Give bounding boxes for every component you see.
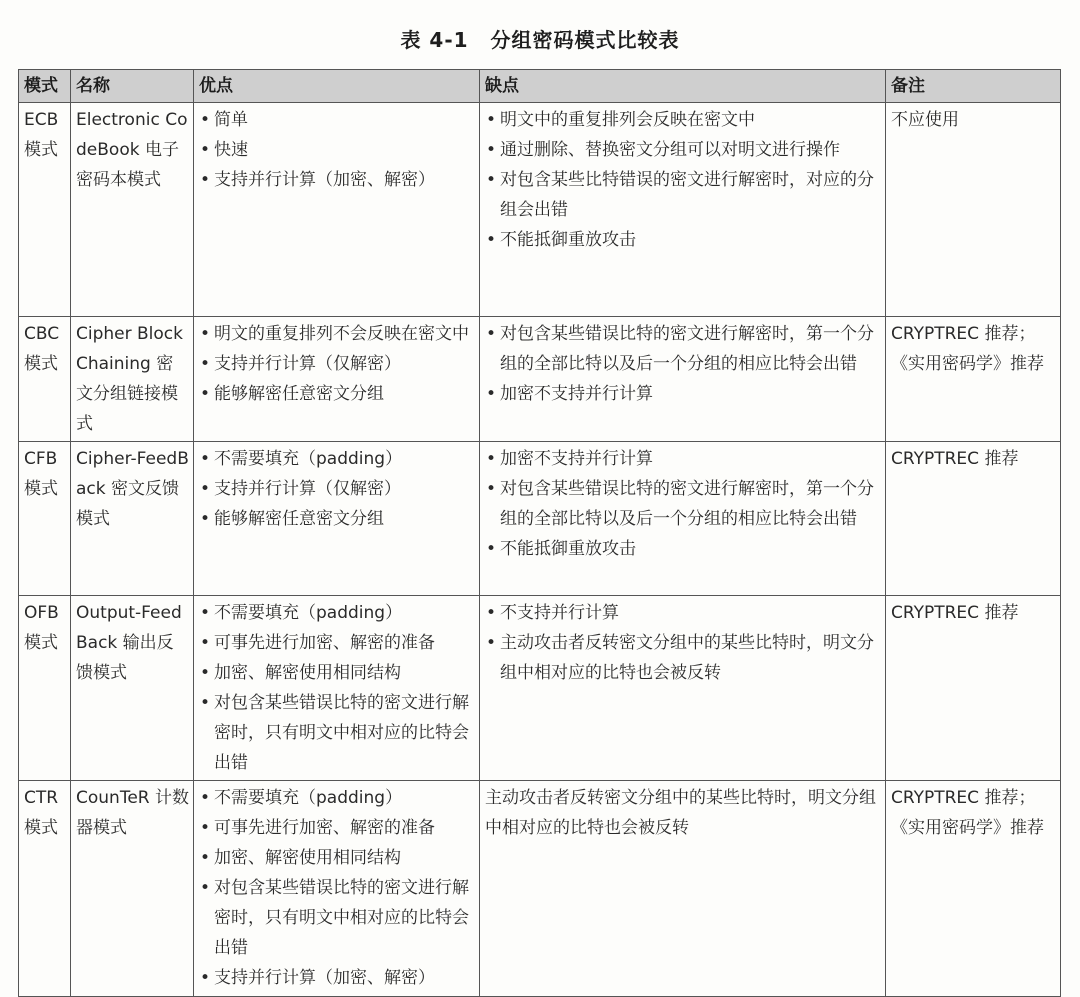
table-title: 分组密码模式比较表 (490, 28, 680, 52)
list-item: • 对包含某些错误比特的密文进行解密时，第一个分组的全部比特以及后一个分组的相应比特会出错 (485, 474, 881, 534)
pros-list (199, 444, 475, 534)
table-row (19, 317, 1061, 442)
comparison-table (18, 69, 1061, 997)
mode-cell: OFB 模式 (19, 596, 71, 781)
list-item: • 明文的重复排列不会反映在密文中 (199, 319, 475, 349)
list-item: • 支持并行计算（加密、解密） (199, 963, 475, 993)
list-item: • 可事先进行加密、解密的准备 (199, 628, 475, 658)
header-name: 名称 (71, 70, 194, 103)
list-item: • 对包含某些比特错误的密文进行解密时，对应的分组会出错 (485, 165, 881, 225)
list-item: • 加密、解密使用相同结构 (199, 658, 475, 688)
table-row (19, 103, 1061, 317)
list-item: • 不能抵御重放攻击 (485, 225, 881, 255)
header-pros: 优点 (194, 70, 480, 103)
header-cons: 缺点 (480, 70, 886, 103)
list-item: • 支持并行计算（仅解密） (199, 349, 475, 379)
table-row (19, 442, 1061, 596)
mode-cell: ECB 模式 (19, 103, 71, 317)
list-item: • 支持并行计算（加密、解密） (199, 165, 475, 195)
list-item: • 快速 (199, 135, 475, 165)
pros-cell (194, 317, 480, 442)
list-item: • 能够解密任意密文分组 (199, 379, 475, 409)
list-item: • 简单 (199, 105, 475, 135)
mode-cell: CBC 模式 (19, 317, 71, 442)
list-item: • 可事先进行加密、解密的准备 (199, 813, 475, 843)
list-item: • 不需要填充（padding） (199, 598, 475, 628)
pros-cell (194, 103, 480, 317)
notes-cell: CRYPTREC 推荐；《实用密码学》推荐 (886, 781, 1061, 997)
list-item: • 加密不支持并行计算 (485, 379, 881, 409)
cons-cell (480, 442, 886, 596)
list-item: • 对包含某些错误比特的密文进行解密时，第一个分组的全部比特以及后一个分组的相应比特会出错 (485, 319, 881, 379)
list-item: • 通过删除、替换密文分组可以对明文进行操作 (485, 135, 881, 165)
list-item: • 能够解密任意密文分组 (199, 504, 475, 534)
list-item: • 明文中的重复排列会反映在密文中 (485, 105, 881, 135)
list-item: • 加密不支持并行计算 (485, 444, 881, 474)
cons-cell (480, 317, 886, 442)
table-row (19, 596, 1061, 781)
name-cell: Cipher-FeedBack 密文反馈模式 (71, 442, 194, 596)
cons-list (485, 598, 881, 688)
list-item: • 对包含某些错误比特的密文进行解密时，只有明文中相对应的比特会出错 (199, 873, 475, 963)
pros-cell (194, 442, 480, 596)
list-item: • 对包含某些错误比特的密文进行解密时，只有明文中相对应的比特会出错 (199, 688, 475, 778)
cons-cell (480, 103, 886, 317)
name-cell: CounTeR 计数器模式 (71, 781, 194, 997)
cons-list (485, 444, 881, 564)
notes-cell: CRYPTREC 推荐 (886, 442, 1061, 596)
cons-cell: 主动攻击者反转密文分组中的某些比特时，明文分组中相对应的比特也会被反转 (480, 781, 886, 997)
table-caption (0, 24, 1080, 53)
list-item: • 主动攻击者反转密文分组中的某些比特时，明文分组中相对应的比特也会被反转 (485, 628, 881, 688)
pros-cell (194, 781, 480, 997)
cons-list (485, 319, 881, 409)
notes-cell: 不应使用 (886, 103, 1061, 317)
header-mode: 模式 (19, 70, 71, 103)
header-notes: 备注 (886, 70, 1061, 103)
name-cell: Cipher Block Chaining 密文分组链接模式 (71, 317, 194, 442)
pros-cell (194, 596, 480, 781)
list-item: • 不需要填充（padding） (199, 783, 475, 813)
name-cell: Electronic CodeBook 电子密码本模式 (71, 103, 194, 317)
notes-cell: CRYPTREC 推荐；《实用密码学》推荐 (886, 317, 1061, 442)
pros-list (199, 319, 475, 409)
cons-cell (480, 596, 886, 781)
pros-list (199, 783, 475, 993)
mode-cell: CTR 模式 (19, 781, 71, 997)
list-item: • 加密、解密使用相同结构 (199, 843, 475, 873)
list-item: • 不能抵御重放攻击 (485, 534, 881, 564)
pros-list (199, 105, 475, 195)
list-item: • 支持并行计算（仅解密） (199, 474, 475, 504)
mode-cell: CFB 模式 (19, 442, 71, 596)
pros-list (199, 598, 475, 778)
table-number: 表 4-1 (400, 28, 469, 52)
header-row (19, 70, 1061, 103)
name-cell: Output-FeedBack 输出反馈模式 (71, 596, 194, 781)
table-row (19, 781, 1061, 997)
list-item: • 不支持并行计算 (485, 598, 881, 628)
cons-list (485, 105, 881, 255)
list-item: • 不需要填充（padding） (199, 444, 475, 474)
notes-cell: CRYPTREC 推荐 (886, 596, 1061, 781)
